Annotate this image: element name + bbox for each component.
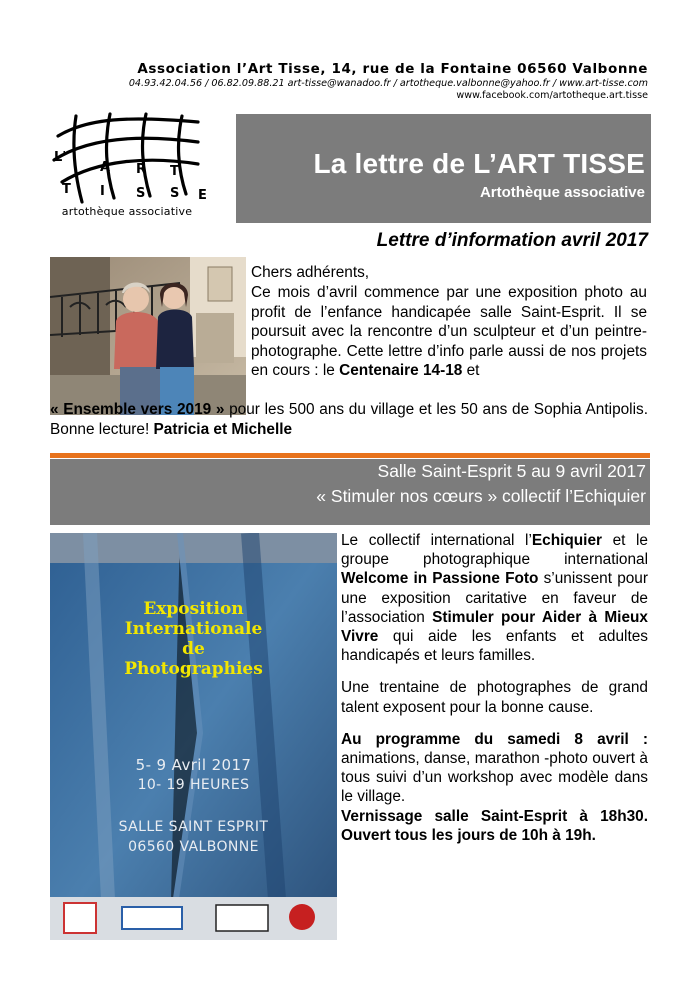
- greeting: Chers adhérents,: [251, 264, 370, 281]
- art-tisse-logo: [48, 112, 228, 230]
- issue-title: Lettre d’information avril 2017: [376, 230, 648, 251]
- poster-title-line: de: [182, 639, 205, 659]
- poster-title-line: Internationale: [124, 619, 263, 639]
- logo-letter: T: [62, 182, 71, 197]
- section-divider: [50, 453, 650, 458]
- article-bold: Welcome in Passione Foto: [341, 570, 539, 588]
- logo-letter: T: [170, 164, 179, 179]
- poster-venue: SALLE SAINT ESPRIT: [118, 819, 269, 835]
- article-text: animations, danse, marathon -photo ouvert à tous suivi d’un workshop avec modèle dans le village.: [341, 750, 648, 806]
- intro-bold-centenaire: Centenaire 14-18: [339, 362, 463, 380]
- logo-caption: artothèque associative: [61, 205, 193, 218]
- intro-paragraph-end: [50, 400, 648, 439]
- logo-letter: S: [170, 186, 180, 201]
- woven-lines-icon: [48, 112, 208, 204]
- intro-body-text: Ce mois d’avril commence par une exposition photo au profit de l’enfance handicapée salle Saint-Esprit. Il se poursuit avec la rencontre d’un sculpteur et d’un peintre-photographe. Cette lettre d’info parle aussi de nos projets en cours : le: [251, 284, 647, 380]
- logo-letter: S: [136, 186, 146, 201]
- poster-dates: 5- 9 Avril 2017: [135, 756, 252, 774]
- intro-and-text: et: [462, 362, 480, 380]
- poster-background: [50, 533, 337, 940]
- logo-letter: I: [100, 184, 105, 199]
- article-bold: Echiquier: [531, 532, 603, 549]
- section-header-banner: [50, 459, 650, 525]
- intro-bold-ensemble: « Ensemble vers 2019 »: [50, 401, 225, 418]
- article-paragraph-1: [341, 531, 648, 665]
- newsletter-subtitle: Artothèque associative: [479, 184, 645, 201]
- article-paragraph-2: Une trentaine de photographes de grand talent exposent pour la bonne cause.: [341, 679, 648, 716]
- article-column: [341, 531, 648, 858]
- exhibition-poster: [50, 533, 337, 940]
- logo-letter: E: [198, 188, 207, 203]
- newsletter-title-banner: [236, 114, 651, 223]
- intro-paragraph: [251, 283, 647, 381]
- intro-signature: Patricia et Michelle: [153, 420, 293, 438]
- logo-letter: L': [54, 150, 67, 165]
- article-bold: Vernissage salle Saint-Esprit à 18h30. Ouvert tous les jours de 10h à 19h.: [341, 807, 648, 844]
- article-paragraph-4: [341, 807, 648, 845]
- section-title-line1: Salle Saint-Esprit 5 au 9 avril 2017: [377, 461, 646, 481]
- poster-title-line: Exposition: [143, 599, 244, 619]
- article-bold: Au programme du samedi 8 avril :: [341, 730, 648, 748]
- intro-photo: [50, 257, 246, 415]
- logo-letter: A: [100, 160, 111, 175]
- article-text: et le groupe photographique international: [341, 532, 648, 569]
- contact-line: 04.93.42.04.56 / 06.82.09.88.21 art-tisse@wanadoo.fr / artotheque.valbonne@yahoo.fr / www.art-tisse.com: [128, 78, 648, 89]
- association-address: Association l’Art Tisse, 14, rue de la Fontaine 06560 Valbonne: [137, 61, 648, 77]
- article-text: Le collectif international l’: [341, 532, 532, 549]
- article-bold: Stimuler pour Aider à Mieux Vivre: [341, 608, 648, 646]
- photo-two-women: [50, 257, 246, 415]
- article-paragraph-3: [341, 730, 648, 807]
- header-address-block: [40, 60, 648, 102]
- article-text: qui aide les enfants et adultes handicapés et leurs familles.: [341, 628, 648, 665]
- poster-city: 06560 VALBONNE: [128, 839, 259, 855]
- section-title-line2: « Stimuler nos cœurs » collectif l’Echiquier: [316, 486, 646, 506]
- article-text: s’unissent pour une exposition caritative en faveur de l’association: [341, 570, 648, 626]
- poster-title-line: Photographies: [124, 659, 263, 679]
- facebook-link[interactable]: www.facebook.com/artotheque.art.tisse: [456, 90, 648, 101]
- poster-hours: 10- 19 HEURES: [137, 777, 250, 793]
- intro-rest-text: pour les 500 ans du village et les 50 ans de Sophia Antipolis. Bonne lecture!: [50, 401, 648, 438]
- newsletter-title: La lettre de L’ART TISSE: [313, 148, 645, 179]
- logo-letter: R: [136, 162, 147, 177]
